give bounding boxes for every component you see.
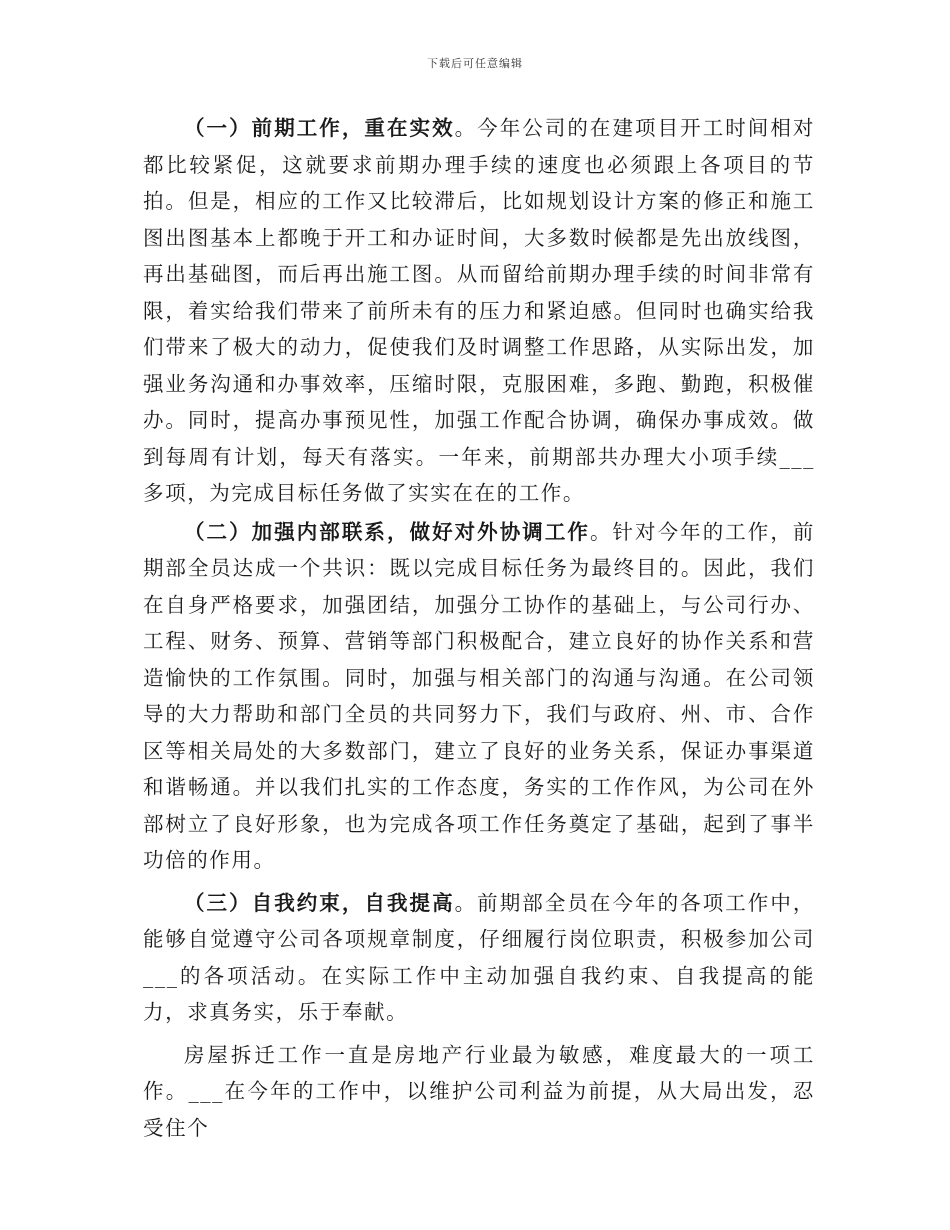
paragraph-2-body: 。针对今年的工作，前期部全员达成一个共识：既以完成目标任务为最终目的。因此，我们在自身严格要求，加强团结，加强分工协作的基础上，与公司行办、工程、财务、预算、营销等部门积极配合，建立良好的协作关系和营造愉快的工作氛围。同时，加强与相关部门的沟通与沟通。在公司领导的大力帮助和部门全员的共同努力下，我们与政府、州、市、合作区等相关局处的大多数部门，建立了良好的业务关系，保证办事渠道和谐畅通。并以我们扎实的工作态度，务实的工作作风，为公司在外部树立了良好形象，也为完成各项工作任务奠定了基础，起到了事半功倍的作用。 xyxy=(143,519,815,872)
paragraph-1-body: 。今年公司的在建项目开工时间相对都比较紧促，这就要求前期办理手续的速度也必须跟上各项目的节拍。但是，相应的工作又比较滞后，比如规划设计方案的修正和施工图出图基本上都晚于开工和办证时间，大多数时候都是先出放线图，再出基础图，而后再出施工图。从而留给前期办理手续的时间非常有限，着实给我们带来了前所未有的压力和紧迫感。但同时也确实给我们带来了极大的动力，促使我们及时调整工作思路，从实际出发，加强业务沟通和办事效率，压缩时限，克服困难，多跑、勤跑，积极催办。同时，提高办事预见性，加强工作配合协调，确保办事成效。做到每周有计划，每天有落实。一年来，前期部共办理大小项手续___多项，为完成目标任务做了实实在在的工作。 xyxy=(143,116,815,505)
document-body xyxy=(143,110,815,1146)
paragraph-1-heading: （一）前期工作，重在实效 xyxy=(184,116,455,140)
paragraph-4 xyxy=(143,1037,815,1147)
paragraph-2 xyxy=(143,514,815,879)
paragraph-3-body: 。前期部全员在今年的各项工作中，能够自觉遵守公司各项规章制度，仔细履行岗位职责，积极参加公司___的各项活动。在实际工作中主动加强自我约束、自我提高的能力，求真务实，乐于奉献。 xyxy=(143,890,815,1024)
page-header: 下载后可任意编辑 xyxy=(427,57,523,70)
paragraph-3 xyxy=(143,885,815,1031)
paragraph-3-heading: （三）自我约束，自我提高 xyxy=(184,890,455,915)
paragraph-4-body: 房屋拆迁工作一直是房地产行业最为敏感，难度最大的一项工作。___在今年的工作中，以维护公司利益为前提，从大局出发，忍受住个 xyxy=(143,1042,815,1140)
paragraph-2-heading: （二）加强内部联系，做好对外协调工作 xyxy=(184,519,590,544)
paragraph-1 xyxy=(143,110,815,512)
